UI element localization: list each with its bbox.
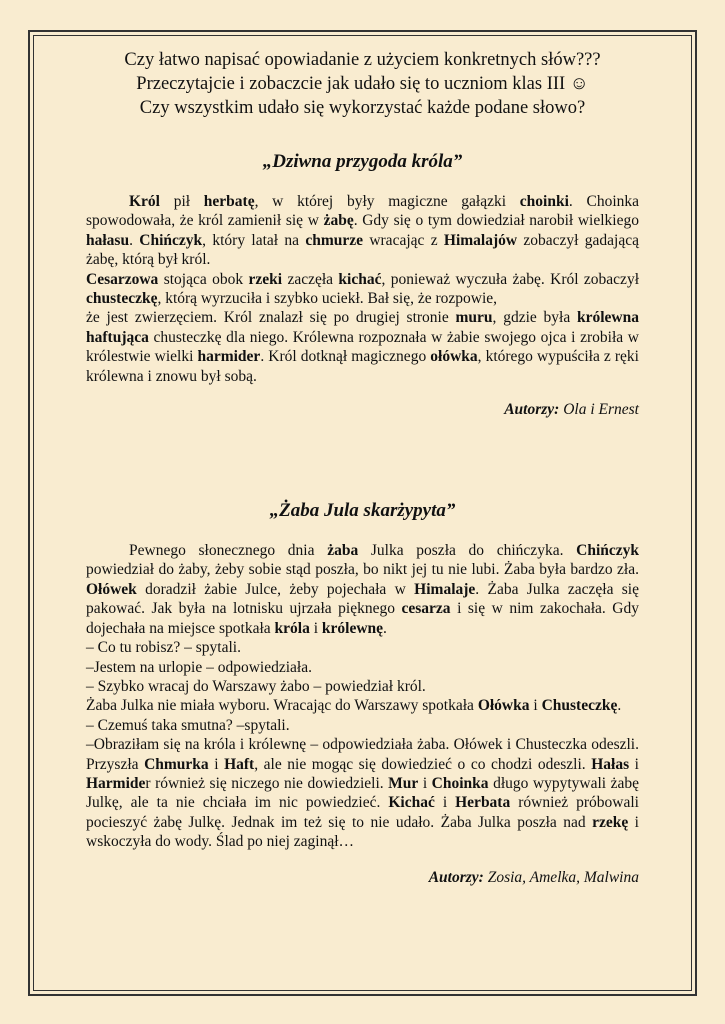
text-run: .: [617, 697, 622, 715]
keyword: ołówka: [430, 348, 478, 366]
text-run: – Co tu robisz? – spytali.: [86, 639, 241, 657]
keyword: muru: [455, 309, 493, 327]
story-paragraph: [86, 658, 639, 677]
text-run: pił: [160, 193, 204, 210]
document-content: [86, 48, 639, 888]
keyword: rzeki: [248, 270, 283, 288]
intro-line-2: Przeczytajcie i zobaczcie jak udało się to uczniom klas III ☺: [136, 74, 589, 94]
keyword: herbatę: [203, 193, 255, 210]
text-run: i: [208, 755, 225, 773]
text-run: – Czemuś taka smutna? –spytali.: [86, 716, 290, 734]
text-run: i: [629, 755, 639, 773]
keyword: królewna haftująca: [86, 309, 639, 346]
keyword: Kichać: [388, 794, 435, 812]
keyword: rzekę: [592, 813, 629, 831]
keyword: Chińczyk: [576, 542, 640, 560]
text-run: .: [129, 231, 140, 249]
text-run: że jest zwierzęciem. Król znalazł się po drugiej stronie: [86, 309, 456, 327]
keyword: króla: [274, 619, 310, 637]
story-paragraph: [86, 541, 639, 638]
keyword: Himalajów: [443, 231, 518, 249]
text-run: i: [434, 794, 456, 812]
text-run: zobaczył gadającą żabę, którą był król.: [86, 231, 640, 269]
story-2-title: „Żaba Jula skarżypyta”: [269, 500, 456, 522]
text-run: –Obraziłam się na króla i królewnę – odpowiedziała żaba. Ołówek i Chusteczka odeszli. Przyszła: [86, 736, 639, 773]
intro-line-3: Czy wszystkim udało się wykorzystać każde podane słowo?: [139, 98, 586, 118]
keyword: Chusteczkę: [541, 697, 618, 715]
keyword: żaba: [327, 542, 359, 560]
story-paragraph: [86, 270, 639, 309]
text-run: . Choinka spowodowała, że król zamienił się w: [86, 193, 640, 230]
text-run: Pewnego słonecznego dnia: [129, 542, 328, 560]
text-run: r również się niczego nie dowiedzieli.: [145, 774, 389, 792]
keyword: Harmide: [86, 774, 146, 792]
text-run: i się w nim zakochała. Gdy dojechała na miejsce spotkała: [86, 600, 639, 637]
text-run: – Szybko wracaj do Warszawy żabo – powiedział król.: [86, 677, 426, 695]
story-1-title: „Dziwna przygoda króla”: [262, 151, 463, 172]
keyword: Cesarzowa: [86, 270, 159, 288]
story-1-authors: [86, 400, 639, 420]
story-paragraph: [86, 192, 639, 270]
keyword: chmurze: [305, 231, 364, 249]
intro-line-1: Czy łatwo napisać opowiadanie z użyciem konkretnych słów???: [124, 50, 601, 70]
keyword: choinki: [519, 193, 569, 210]
keyword: Herbata: [455, 794, 511, 812]
text-run: , gdzie była: [492, 309, 577, 327]
text-run: i: [309, 619, 322, 637]
text-run: , którą wyrzuciła i szybko uciekł. Bał się, że rozpowie,: [157, 290, 498, 308]
text-run: powiedział do żaby, żeby sobie stąd poszła, bo nikt jej tu nie lubi. Żaba była bardzo zła.: [86, 561, 639, 579]
text-run: , ponieważ wyczuła żabę. Król zobaczył: [381, 270, 639, 288]
text-run: , ale nie mogąc się dowiedzieć o co chodzi odeszli.: [254, 755, 592, 773]
keyword: żabę: [323, 212, 354, 230]
keyword: harmider: [197, 348, 261, 366]
authors-names: Zosia, Amelka, Malwina: [483, 868, 639, 886]
text-run: Żaba Julka nie miała wyboru. Wracając do Warszawy spotkała: [86, 697, 478, 715]
authors-label: Autorzy:: [428, 868, 484, 886]
story-paragraph: [86, 696, 639, 715]
keyword: Ołówek: [86, 580, 137, 598]
story-paragraph: [86, 716, 639, 735]
story-2-body: [86, 541, 639, 852]
text-run: długo wypytywali żabę Julkę, ale ta nie chciała im nic powiedzieć.: [86, 774, 639, 812]
keyword: Ołówka: [477, 697, 530, 715]
text-run: Julka poszła do chińczyka.: [358, 542, 577, 560]
story-2-authors: [86, 868, 639, 888]
text-run: i: [418, 774, 432, 792]
story-paragraph: [86, 677, 639, 696]
keyword: Hałas: [591, 755, 630, 773]
keyword: Chińczyk: [139, 231, 203, 249]
keyword: Himalaje: [414, 580, 476, 598]
text-run: , którego wypuściła z ręki królewna i znowu był sobą.: [86, 348, 639, 385]
keyword: cesarza: [401, 600, 451, 618]
text-run: zaczęła: [282, 270, 339, 288]
keyword: Mur: [388, 774, 419, 792]
text-run: chusteczkę dla niego. Królewna rozpoznała w żabie swojego ojca i zrobiła w królestwie wielki: [86, 328, 639, 366]
text-run: , w której były magiczne gałązki: [254, 193, 520, 210]
text-run: , który latał na: [202, 231, 306, 249]
keyword: Król: [129, 193, 160, 210]
text-run: doradził żabie Julce, żeby pojechała w: [136, 580, 415, 598]
text-run: . Gdy się o tym dowiedział narobił wielkiego: [353, 212, 639, 230]
story-paragraph: [86, 735, 639, 851]
keyword: chusteczkę: [86, 290, 158, 308]
keyword: Choinka: [431, 774, 489, 792]
text-run: wracając z: [363, 231, 444, 249]
story-1-body: [86, 192, 639, 386]
keyword: królewnę: [321, 619, 384, 637]
text-run: stojąca obok: [158, 270, 249, 288]
authors-label: Autorzy:: [504, 401, 560, 419]
text-run: i wskoczyła do wody. Ślad po niej zaginął…: [86, 813, 639, 851]
text-run: i: [529, 697, 542, 715]
text-run: . Żaba Julka zaczęła się pakować. Jak była na lotnisku ujrzała pięknego: [86, 580, 639, 618]
keyword: hałasu: [86, 231, 130, 249]
keyword: Chmurka: [144, 755, 209, 773]
authors-names: Ola i Ernest: [559, 401, 639, 419]
keyword: kichać: [338, 270, 382, 288]
story-paragraph: [86, 638, 639, 657]
text-run: –Jestem na urlopie – odpowiedziała.: [86, 658, 312, 676]
keyword: Haft: [224, 755, 255, 773]
story-paragraph: [86, 308, 639, 386]
intro-text: [86, 48, 639, 120]
text-run: .: [383, 619, 387, 637]
text-run: . Król dotknął magicznego: [260, 348, 431, 366]
text-run: również próbowali pocieszyć żabę Julkę. Jednak im też się to nie udało. Żaba Julka poszła nad: [86, 794, 639, 831]
